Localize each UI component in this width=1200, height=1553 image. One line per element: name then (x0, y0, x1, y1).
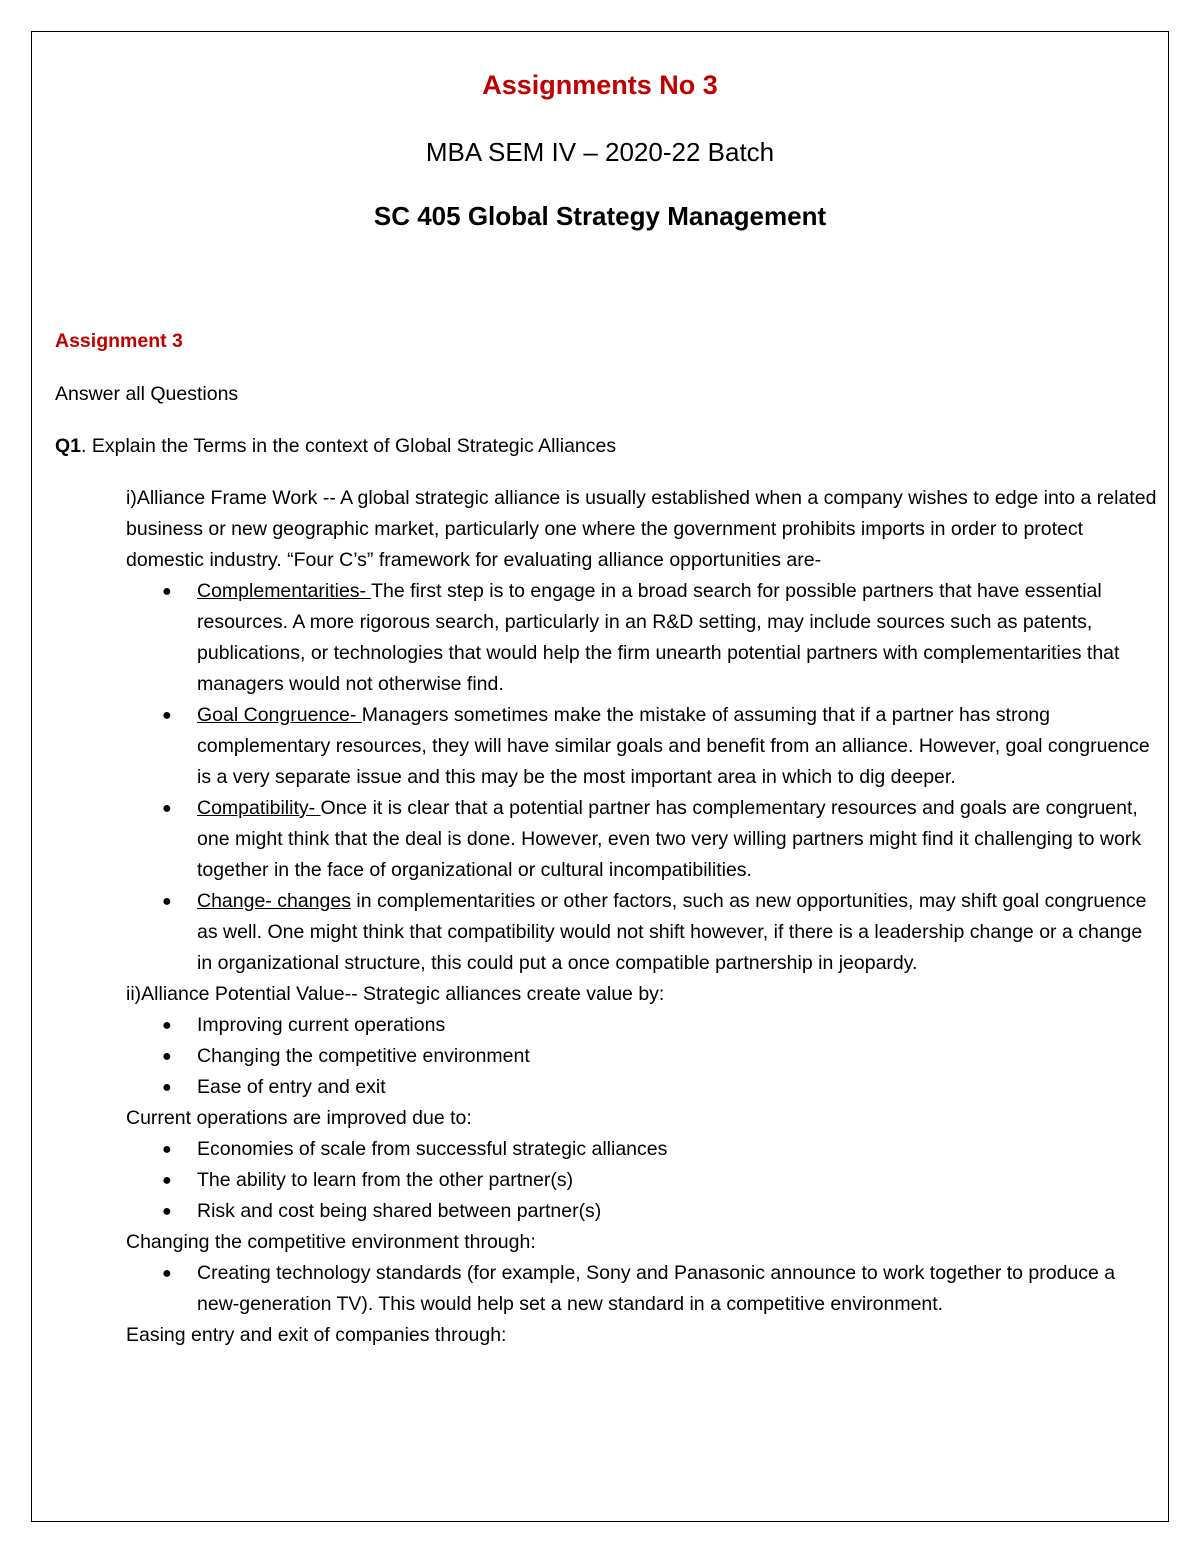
list-item (126, 1258, 1161, 1320)
assignment-label: Assignment 3 (55, 330, 183, 352)
current-ops-list (126, 1134, 1161, 1227)
bullet-icon: ● (162, 1048, 172, 1065)
bullet-text: Risk and cost being shared between partner(s) (197, 1200, 602, 1222)
value-list (126, 1010, 1161, 1103)
bullet-text: in complementarities or other factors, such as new opportunities, may shift goal congruence as well. One might think that compatibility would not shift however, if there is a leadership change or a change in organizational structure, this could put a once compatible partnership in jeopardy. (197, 890, 1147, 974)
bullet-text: Once it is clear that a potential partner has complementary resources and goals are congruent, one might think that the deal is done. However, even two very willing partners might find it challenging to work together in the face of organizational or cultural incompatibilities. (197, 797, 1142, 881)
bullet-term: Goal Congruence- (197, 704, 362, 726)
competitive-label: Changing the competitive environment through: (126, 1231, 536, 1253)
document-body (55, 326, 1165, 1351)
bullet-text: The first step is to engage in a broad search for possible partners that have essential resources. A more rigorous search, particularly in an R&D setting, may include sources such as patents, publications, or technologies that would help the firm unearth potential partners with complementarities that managers would not otherwise find. (197, 580, 1120, 695)
four-cs-list (126, 576, 1161, 979)
current-ops-label: Current operations are improved due to: (126, 1107, 472, 1129)
bullet-text: Improving current operations (197, 1014, 446, 1036)
section-alliance-framework (55, 483, 1161, 1351)
bullet-text: Changing the competitive environment (197, 1045, 530, 1067)
list-item (126, 1165, 1161, 1196)
bullet-term: Change- changes (197, 890, 351, 912)
question-1 (55, 431, 1165, 462)
bullet-icon: ● (162, 1141, 172, 1158)
list-item (126, 1072, 1161, 1103)
bullet-text: Ease of entry and exit (197, 1076, 386, 1098)
bullet-text: The ability to learn from the other partner(s) (197, 1169, 574, 1191)
section1-intro: i)Alliance Frame Work -- A global strategic alliance is usually established when a company wishes to edge into a related business or new geographic market, particularly one where the government prohibits imports in order to protect domestic industry. “Four C’s” framework for evaluating alliance opportunities are- (126, 487, 1157, 571)
bullet-icon: ● (162, 1017, 172, 1034)
bullet-icon: ● (162, 1265, 172, 1282)
list-item (126, 1010, 1161, 1041)
bullet-text: Creating technology standards (for example, Sony and Panasonic announce to work together to produce a new-generation TV). This would help set a new standard in a competitive environment. (197, 1262, 1116, 1315)
entry-exit-label: Easing entry and exit of companies through: (126, 1324, 507, 1346)
bullet-icon: ● (162, 800, 172, 817)
bullet-text: Managers sometimes make the mistake of assuming that if a partner has strong complementary resources, they will have similar goals and benefit from an alliance. However, goal congruence is a very separate issue and this may be the most important area in which to dig deeper. (197, 704, 1150, 788)
bullet-icon: ● (162, 1079, 172, 1096)
list-item (126, 1134, 1161, 1165)
list-item (126, 1196, 1161, 1227)
list-item (126, 1041, 1161, 1072)
question-number: Q1 (55, 435, 82, 457)
list-item (126, 886, 1161, 979)
bullet-text: Economies of scale from successful strategic alliances (197, 1138, 668, 1160)
document-title: Assignments No 3 (482, 70, 718, 100)
bullet-term: Complementarities- (197, 580, 372, 602)
question-text: . Explain the Terms in the context of Global Strategic Alliances (81, 435, 617, 457)
bullet-icon: ● (162, 893, 172, 910)
competitive-list (126, 1258, 1161, 1320)
course-title: SC 405 Global Strategy Management (373, 201, 827, 231)
document-subtitle: MBA SEM IV – 2020-22 Batch (425, 137, 775, 167)
list-item (126, 793, 1161, 886)
list-item (126, 576, 1161, 700)
bullet-term: Compatibility- (197, 797, 321, 819)
bullet-icon: ● (162, 583, 172, 600)
bullet-icon: ● (162, 1172, 172, 1189)
section2-intro: ii)Alliance Potential Value-- Strategic alliances create value by: (126, 983, 665, 1005)
list-item (126, 700, 1161, 793)
bullet-icon: ● (162, 707, 172, 724)
instruction-text: Answer all Questions (55, 383, 239, 405)
bullet-icon: ● (162, 1203, 172, 1220)
